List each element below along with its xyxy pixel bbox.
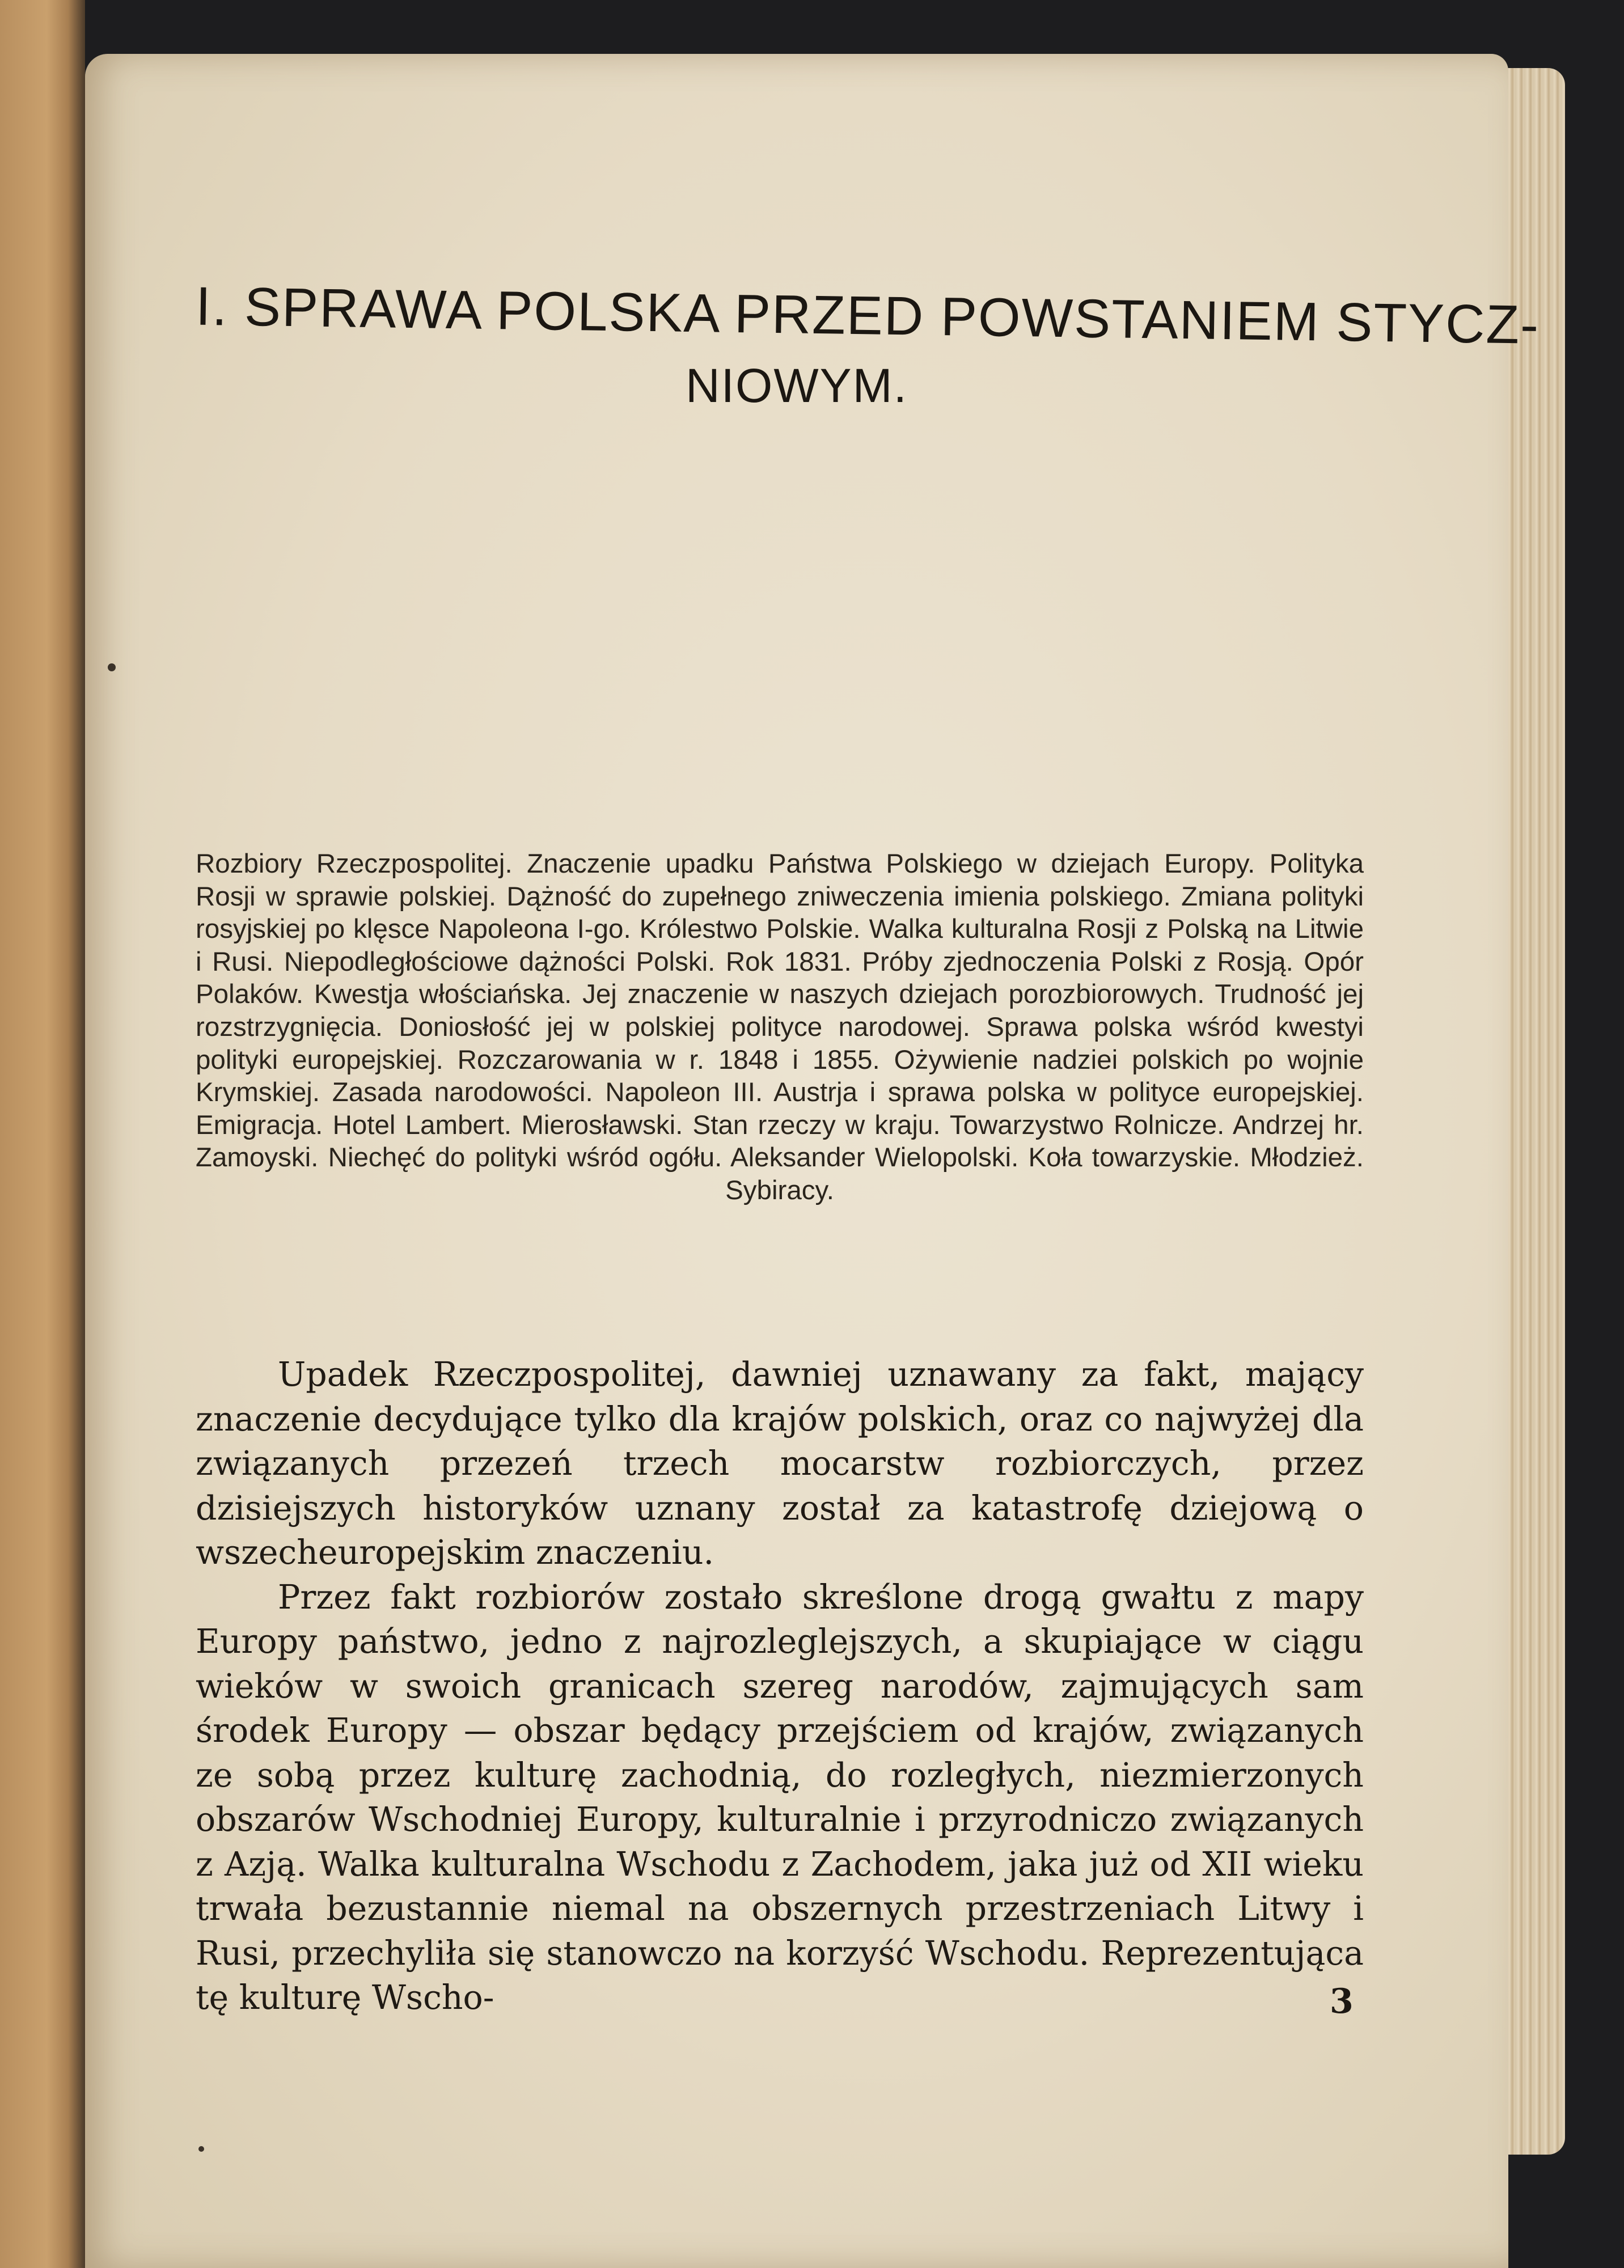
paper-speck — [198, 2146, 204, 2152]
chapter-body — [196, 1352, 1364, 2020]
book-page — [85, 54, 1540, 2268]
left-page-edge — [0, 0, 85, 2268]
paper-speck — [108, 663, 116, 671]
body-paragraph-1: Upadek Rzeczpospolitej, dawniej uznawany za fakt, mający znaczenie decydujące tylko dla krajów polskich, oraz co najwyżej dla związanych przezeń trzech mocarstw rozbiorczych, przez dzisiejszych historyków uznany został za katastrofę dziejową o wszecheuropejskim znaczeniu. — [196, 1355, 1364, 1572]
page-number: 3 — [1330, 1982, 1354, 2021]
body-paragraph-2: Przez fakt rozbiorów zostało skreślone drogą gwałtu z mapy Europy państwo, jedno z najrozleglejszych, a skupiające w ciągu wieków w swoich granicach szereg narodów, zajmujących sam środek Europy — obszar będący przejściem od krajów, związanych ze sobą przez kulturę zachodnią, do rozległych, niezmierzonych obszarów Wschodniej Europy, kulturalnie i przyrodniczo związanych z Azją. Walka kulturalna Wschodu z Zachodem, jaka już od XII wieku trwała bezustannie niemal na obszernych przestrzeniach Litwy i Rusi, przechyliła się stanowczo na korzyść Wschodu. Reprezentująca tę kulturę Wscho- — [196, 1577, 1364, 2017]
chapter-title — [195, 276, 1540, 420]
chapter-title-line-1: I. SPRAWA POLSKA PRZED POWSTANIEM STYCZ- — [195, 276, 1540, 356]
chapter-title-line-2: NIOWYM. — [686, 359, 908, 412]
chapter-synopsis: Rozbiory Rzeczpospolitej. Znaczenie upadku Państwa Polskiego w dziejach Europy. Polityka Rosji w sprawie polskiej. Dążność do zupełnego zniweczenia imienia polskiego. Zmiana polityki rosyjskiej po klęsce Napoleona I-go. Królestwo Polskie. Walka kulturalna Rosji z Polską na Litwie i Rusi. Niepodległościowe dążności Polski. Rok 1831. Próby zjednoczenia Polski z Rosją. Opór Polaków. Kwestja włościańska. Jej znaczenie w naszych dziejach porozbiorowych. Trudność jej rozstrzygnięcia. Doniosłość jej w polskiej polityce narodowej. Sprawa polska wśród kwestyi polityki europejskiej. Rozczarowania w r. 1848 i 1855. Ożywienie nadziei polskich po wojnie Krymskiej. Zasada narodowości. Napoleon III. Austrja i sprawa polska w polityce europejskiej. Emigracja. Hotel Lambert. Mierosławski. Stan rzeczy w kraju. Towarzystwo Rolnicze. Andrzej hr. Zamoyski. Niechęć do polityki wśród ogółu. Aleksander Wielopolski. Koła towarzyskie. Młodzież. Sybiracy. — [196, 849, 1364, 1205]
